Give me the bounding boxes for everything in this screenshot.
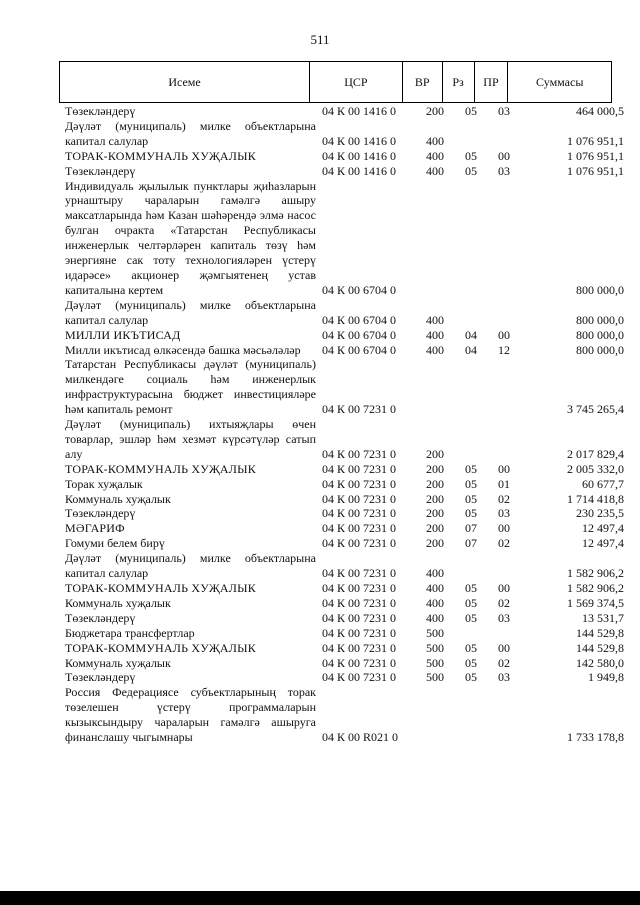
table-row bbox=[59, 298, 630, 328]
cell-sum: 800 000,0 bbox=[576, 342, 624, 357]
table-row bbox=[59, 551, 630, 581]
cell-rz: 05 bbox=[465, 491, 477, 506]
cell-name: Төзекләндерү bbox=[65, 670, 136, 685]
header-pr: ПР bbox=[475, 62, 509, 102]
cell-csr: 04 К 00 7231 0 bbox=[322, 625, 397, 640]
cell-pr: 02 bbox=[498, 491, 510, 506]
cell-rz: 04 bbox=[465, 342, 477, 357]
cell-vr: 400 bbox=[426, 566, 444, 581]
cell-sum: 1 582 906,2 bbox=[567, 566, 624, 581]
table-row bbox=[59, 626, 630, 641]
cell-sum: 800 000,0 bbox=[576, 327, 624, 342]
cell-vr: 400 bbox=[426, 327, 444, 342]
cell-name: ТОРАК-КОММУНАЛЬ ХУҖАЛЫК bbox=[65, 148, 256, 163]
cell-csr: 04 К 00 7231 0 bbox=[322, 476, 397, 491]
cell-sum: 464 000,5 bbox=[576, 104, 624, 118]
cell-sum: 800 000,0 bbox=[576, 312, 624, 327]
cell-vr: 200 bbox=[426, 446, 444, 461]
cell-rz: 05 bbox=[465, 655, 477, 670]
cell-name: Коммуналь хуҗалык bbox=[65, 491, 171, 506]
cell-pr: 03 bbox=[498, 610, 510, 625]
header-rz: Рз bbox=[443, 62, 475, 102]
cell-csr: 04 К 00 6704 0 bbox=[322, 312, 397, 327]
cell-sum: 60 677,7 bbox=[582, 476, 624, 491]
cell-pr bbox=[487, 685, 521, 745]
table-row bbox=[59, 477, 630, 492]
cell-name: Татарстан Республикасы дәүләт (муниципаль) милкендәге социаль һәм инженерлык инфраструктурасына бюджет инвестицияләре һәм капиталь ремонт bbox=[65, 357, 316, 417]
cell-vr: 200 bbox=[426, 104, 444, 118]
cell-vr bbox=[415, 685, 455, 745]
cell-name: Дәүләт (муниципаль) милке объектларына капитал салулар bbox=[65, 297, 316, 327]
cell-name: Коммуналь хуҗалык bbox=[65, 655, 171, 670]
table-row bbox=[59, 104, 630, 119]
cell-pr: 03 bbox=[498, 506, 510, 521]
cell-pr: 00 bbox=[498, 521, 510, 536]
cell-name: Төзекләндерү bbox=[65, 104, 136, 118]
cell-pr bbox=[487, 179, 521, 298]
cell-csr: 04 К 00 7231 0 bbox=[322, 655, 397, 670]
page-number: 511 bbox=[310, 32, 330, 47]
cell-rz: 05 bbox=[465, 595, 477, 610]
cell-rz: 05 bbox=[465, 670, 477, 685]
cell-vr: 400 bbox=[426, 312, 444, 327]
cell-csr: 04 К 00 1416 0 bbox=[322, 104, 397, 118]
cell-vr bbox=[415, 179, 455, 298]
cell-csr: 04 К 00 1416 0 bbox=[322, 163, 397, 178]
cell-sum: 1 582 906,2 bbox=[567, 581, 624, 595]
cell-rz bbox=[455, 685, 487, 745]
table-row bbox=[59, 536, 630, 551]
cell-pr: 03 bbox=[498, 670, 510, 685]
cell-sum: 142 580,0 bbox=[576, 655, 624, 670]
table-row bbox=[59, 492, 630, 507]
cell-sum: 800 000,0 bbox=[576, 282, 624, 297]
cell-sum: 144 529,8 bbox=[576, 640, 624, 655]
table-row bbox=[59, 641, 630, 656]
header-name: Исеме bbox=[60, 62, 310, 102]
table-row bbox=[59, 656, 630, 671]
cell-rz bbox=[455, 357, 487, 417]
cell-sum: 1 076 951,1 bbox=[567, 163, 624, 178]
cell-rz bbox=[455, 119, 487, 149]
table-row bbox=[59, 611, 630, 626]
table-row bbox=[59, 462, 630, 477]
cell-csr: 04 К 00 7231 0 bbox=[322, 491, 397, 506]
cell-vr: 500 bbox=[426, 670, 444, 685]
cell-csr: 04 К 00 R021 0 bbox=[322, 730, 399, 745]
cell-sum: 1 949,8 bbox=[588, 670, 624, 685]
cell-csr: 04 К 00 6704 0 bbox=[322, 327, 397, 342]
cell-name: Коммуналь хуҗалык bbox=[65, 595, 171, 610]
cell-sum: 12 497,4 bbox=[582, 521, 624, 536]
cell-vr: 200 bbox=[426, 521, 444, 536]
cell-name: Милли икътисад өлкәсендә башка мәсьәләләр bbox=[65, 342, 301, 357]
cell-pr: 00 bbox=[498, 640, 510, 655]
table-row bbox=[59, 521, 630, 536]
table-row bbox=[59, 670, 630, 685]
cell-rz bbox=[455, 417, 487, 462]
table-header bbox=[59, 61, 612, 103]
cell-name: ТОРАК-КОММУНАЛЬ ХУҖАЛЫК bbox=[65, 581, 256, 595]
cell-vr: 400 bbox=[426, 581, 444, 595]
cell-vr: 400 bbox=[426, 133, 444, 148]
table-row bbox=[59, 179, 630, 298]
cell-vr: 400 bbox=[426, 148, 444, 163]
cell-vr: 400 bbox=[426, 163, 444, 178]
cell-name: ТОРАК-КОММУНАЛЬ ХУҖАЛЫК bbox=[65, 640, 256, 655]
cell-name: Россия Федерациясе субъектларының торак төзелешен үстерү программаларын кызыксындыру чараларын гамәлгә ашыруга финанслашу чыгымнары bbox=[65, 685, 316, 745]
budget-table bbox=[59, 104, 630, 745]
cell-sum: 2 017 829,4 bbox=[567, 446, 624, 461]
cell-rz bbox=[455, 551, 487, 581]
cell-pr bbox=[487, 357, 521, 417]
cell-vr: 200 bbox=[426, 476, 444, 491]
cell-name: Дәүләт (муниципаль) ихтыяҗлары өчен товарлар, эшләр һәм хезмәт күрсәтүләр сатып алу bbox=[65, 417, 316, 461]
table-row bbox=[59, 596, 630, 611]
cell-rz: 05 bbox=[465, 461, 477, 476]
cell-csr: 04 К 00 6704 0 bbox=[322, 282, 397, 297]
cell-rz: 07 bbox=[465, 536, 477, 551]
table-row bbox=[59, 149, 630, 164]
cell-sum: 13 531,7 bbox=[582, 610, 624, 625]
table-row bbox=[59, 357, 630, 417]
cell-pr: 03 bbox=[498, 104, 510, 118]
cell-rz bbox=[455, 626, 487, 641]
cell-csr: 04 К 00 7231 0 bbox=[322, 536, 397, 551]
cell-pr: 00 bbox=[498, 581, 510, 595]
cell-pr bbox=[487, 298, 521, 328]
cell-sum: 1 733 178,8 bbox=[567, 730, 624, 745]
cell-pr: 02 bbox=[498, 536, 510, 551]
cell-pr: 12 bbox=[498, 342, 510, 357]
cell-name: Торак хуҗалык bbox=[65, 476, 143, 491]
cell-pr: 00 bbox=[498, 461, 510, 476]
cell-csr: 04 К 00 1416 0 bbox=[322, 133, 397, 148]
table-row bbox=[59, 164, 630, 179]
cell-name: МӘГАРИФ bbox=[65, 521, 125, 536]
table-row bbox=[59, 343, 630, 358]
table-row bbox=[59, 328, 630, 343]
cell-name: Дәүләт (муниципаль) милке объектларына капитал салулар bbox=[65, 551, 316, 581]
cell-pr: 00 bbox=[498, 148, 510, 163]
cell-sum: 230 235,5 bbox=[576, 506, 624, 521]
header-csr: ЦСР bbox=[310, 62, 403, 102]
table-row bbox=[59, 685, 630, 745]
table-row bbox=[59, 119, 630, 149]
cell-csr: 04 К 00 7231 0 bbox=[322, 521, 397, 536]
cell-rz: 05 bbox=[465, 581, 477, 595]
cell-vr bbox=[415, 357, 455, 417]
cell-sum: 1 076 951,1 bbox=[567, 133, 624, 148]
cell-rz: 05 bbox=[465, 610, 477, 625]
cell-vr: 200 bbox=[426, 536, 444, 551]
header-sum: Суммасы bbox=[536, 74, 584, 89]
cell-rz bbox=[455, 179, 487, 298]
cell-vr: 400 bbox=[426, 342, 444, 357]
cell-sum: 1 714 418,8 bbox=[567, 491, 624, 506]
cell-vr: 500 bbox=[426, 625, 444, 640]
cell-csr: 04 К 00 7231 0 bbox=[322, 595, 397, 610]
cell-rz: 05 bbox=[465, 506, 477, 521]
cell-vr: 400 bbox=[426, 610, 444, 625]
cell-rz: 05 bbox=[465, 640, 477, 655]
cell-csr: 04 К 00 7231 0 bbox=[322, 581, 397, 595]
cell-vr: 500 bbox=[426, 640, 444, 655]
cell-vr: 200 bbox=[426, 491, 444, 506]
cell-sum: 144 529,8 bbox=[576, 625, 624, 640]
cell-rz: 04 bbox=[465, 327, 477, 342]
cell-name: Төзекләндерү bbox=[65, 506, 136, 521]
cell-csr: 04 К 00 7231 0 bbox=[322, 640, 397, 655]
cell-csr: 04 К 00 7231 0 bbox=[322, 610, 397, 625]
cell-sum: 2 005 332,0 bbox=[567, 461, 624, 476]
cell-csr: 04 К 00 7231 0 bbox=[322, 402, 397, 417]
cell-csr: 04 К 00 7231 0 bbox=[322, 461, 397, 476]
cell-sum: 1 076 951,1 bbox=[567, 148, 624, 163]
cell-csr: 04 К 00 6704 0 bbox=[322, 342, 397, 357]
cell-csr: 04 К 00 7231 0 bbox=[322, 506, 397, 521]
cell-rz: 05 bbox=[465, 476, 477, 491]
cell-pr bbox=[487, 551, 521, 581]
cell-rz bbox=[455, 298, 487, 328]
cell-name: Бюджетара трансфертлар bbox=[65, 625, 195, 640]
cell-name: Төзекләндерү bbox=[65, 610, 136, 625]
cell-sum: 3 745 265,4 bbox=[567, 402, 624, 417]
cell-name: Гомуми белем бирү bbox=[65, 536, 165, 551]
cell-pr: 00 bbox=[498, 327, 510, 342]
cell-rz: 05 bbox=[465, 104, 477, 118]
cell-pr: 02 bbox=[498, 595, 510, 610]
cell-pr: 03 bbox=[498, 163, 510, 178]
cell-vr: 200 bbox=[426, 461, 444, 476]
cell-csr: 04 К 00 7231 0 bbox=[322, 670, 397, 685]
cell-pr bbox=[487, 417, 521, 462]
cell-rz: 07 bbox=[465, 521, 477, 536]
table-row bbox=[59, 417, 630, 462]
scan-border bbox=[0, 891, 640, 905]
cell-rz: 05 bbox=[465, 163, 477, 178]
cell-sum: 1 569 374,5 bbox=[567, 595, 624, 610]
cell-name: Дәүләт (муниципаль) милке объектларына капитал салулар bbox=[65, 118, 316, 148]
cell-pr bbox=[487, 119, 521, 149]
table-row bbox=[59, 506, 630, 521]
cell-csr: 04 К 00 7231 0 bbox=[322, 566, 397, 581]
cell-pr bbox=[487, 626, 521, 641]
cell-name: МИЛЛИ ИКЪТИСАД bbox=[65, 327, 181, 342]
cell-name: Төзекләндерү bbox=[65, 163, 136, 178]
cell-name: ТОРАК-КОММУНАЛЬ ХУҖАЛЫК bbox=[65, 461, 256, 476]
cell-pr: 02 bbox=[498, 655, 510, 670]
cell-csr: 04 К 00 1416 0 bbox=[322, 148, 397, 163]
cell-vr: 500 bbox=[426, 655, 444, 670]
cell-name: Индивидуаль җылылык пунктлары җиһазларын урнаштыру чараларын гамәлгә ашыру максатларында һәм Казан шәһәрендә элмә насос булган очракта «Татарстан Республикасы инженерлык челтәрләрен капиталь төзү һәм энергияне сак тоту технологияләрен үстерү идарәсе» акционер җәмгыятенең устав капиталына кертем bbox=[65, 178, 316, 297]
header-vr: ВР bbox=[403, 62, 443, 102]
cell-vr: 200 bbox=[426, 506, 444, 521]
cell-csr: 04 К 00 7231 0 bbox=[322, 446, 397, 461]
cell-sum: 12 497,4 bbox=[582, 536, 624, 551]
table-row bbox=[59, 581, 630, 596]
cell-vr: 400 bbox=[426, 595, 444, 610]
cell-pr: 01 bbox=[498, 476, 510, 491]
cell-rz: 05 bbox=[465, 148, 477, 163]
